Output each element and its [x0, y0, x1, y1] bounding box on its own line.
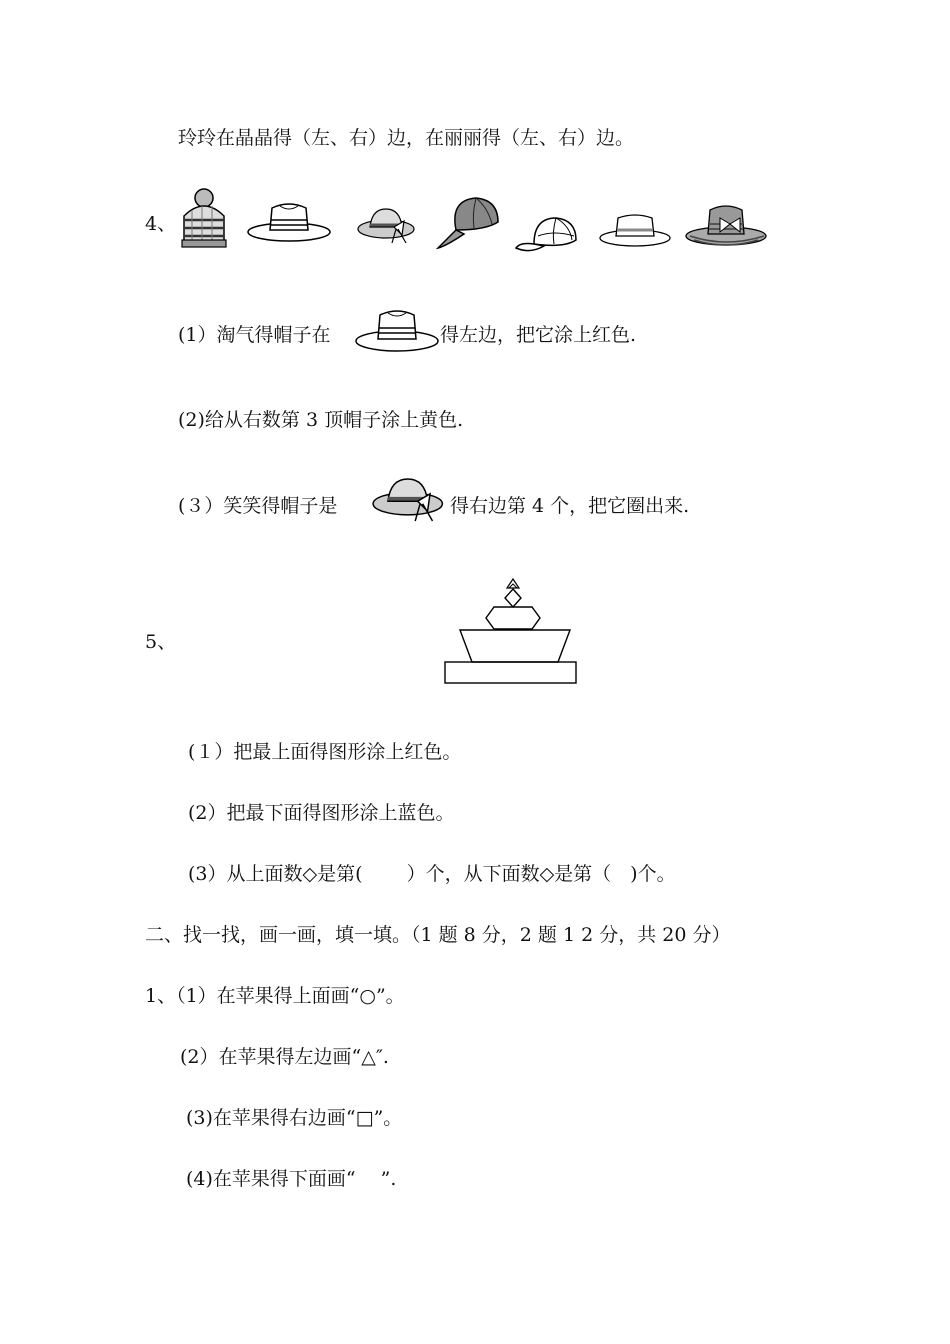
baseball-cap-dark-icon	[436, 194, 502, 252]
section-2-q1-4-text: (4)在苹果得下面画“ ”.	[186, 1168, 397, 1190]
question-5-3-text: (3）从上面数◇是第( ）个，从下面数◇是第（ )个。	[188, 863, 676, 885]
question-4-3-text-end: 得右边第 4 个，把它圈出来.	[450, 495, 690, 517]
stacked-shapes-figure	[444, 576, 580, 686]
section-2-q1-1-text: 1、（1）在苹果得上面画“○”。	[145, 985, 405, 1007]
question-5-2-text: (2）把最下面得图形涂上蓝色。	[188, 802, 455, 824]
question-5-number: 5、	[145, 631, 177, 653]
hexagon-shape	[486, 607, 540, 629]
knit-beanie-icon	[178, 188, 230, 250]
fedora-hat-icon	[246, 198, 332, 244]
bottom-rectangle	[445, 662, 576, 683]
bow-sun-hat-icon	[356, 205, 418, 247]
trapezoid-shape	[460, 630, 570, 662]
section-2-heading: 二、找一找，画一画，填一填。（1 题 8 分，2 题 1 2 分，共 20 分）	[145, 924, 731, 946]
question-4-1-text-end: 得左边，把它涂上红色.	[440, 324, 637, 346]
striped-bow-hat-icon	[684, 202, 770, 250]
question-4-1-text-start: (1）淘气得帽子在	[178, 324, 331, 346]
section-2-q1-3-text: (3)在苹果得右边画“□”。	[186, 1107, 403, 1129]
bucket-hat-icon	[598, 212, 672, 250]
bow-sun-hat-icon	[370, 474, 448, 526]
question-4-2-text: (2)给从右数第 3 顶帽子涂上黄色.	[178, 409, 464, 431]
diamond-shape	[505, 589, 521, 607]
section-2-q1-2-text: (2）在苹果得左边画“△″.	[180, 1046, 389, 1068]
question-4-number: 4、	[145, 213, 177, 235]
fedora-hat-icon	[354, 305, 440, 355]
question-5-1-text: (１）把最上面得图形涂上红色。	[188, 741, 462, 763]
baseball-cap-light-icon	[514, 214, 580, 256]
question-4-3-text-start: (３）笑笑得帽子是	[178, 495, 338, 517]
question-3-text: 玲玲在晶晶得（左、右）边，在丽丽得（左、右）边。	[178, 127, 635, 149]
